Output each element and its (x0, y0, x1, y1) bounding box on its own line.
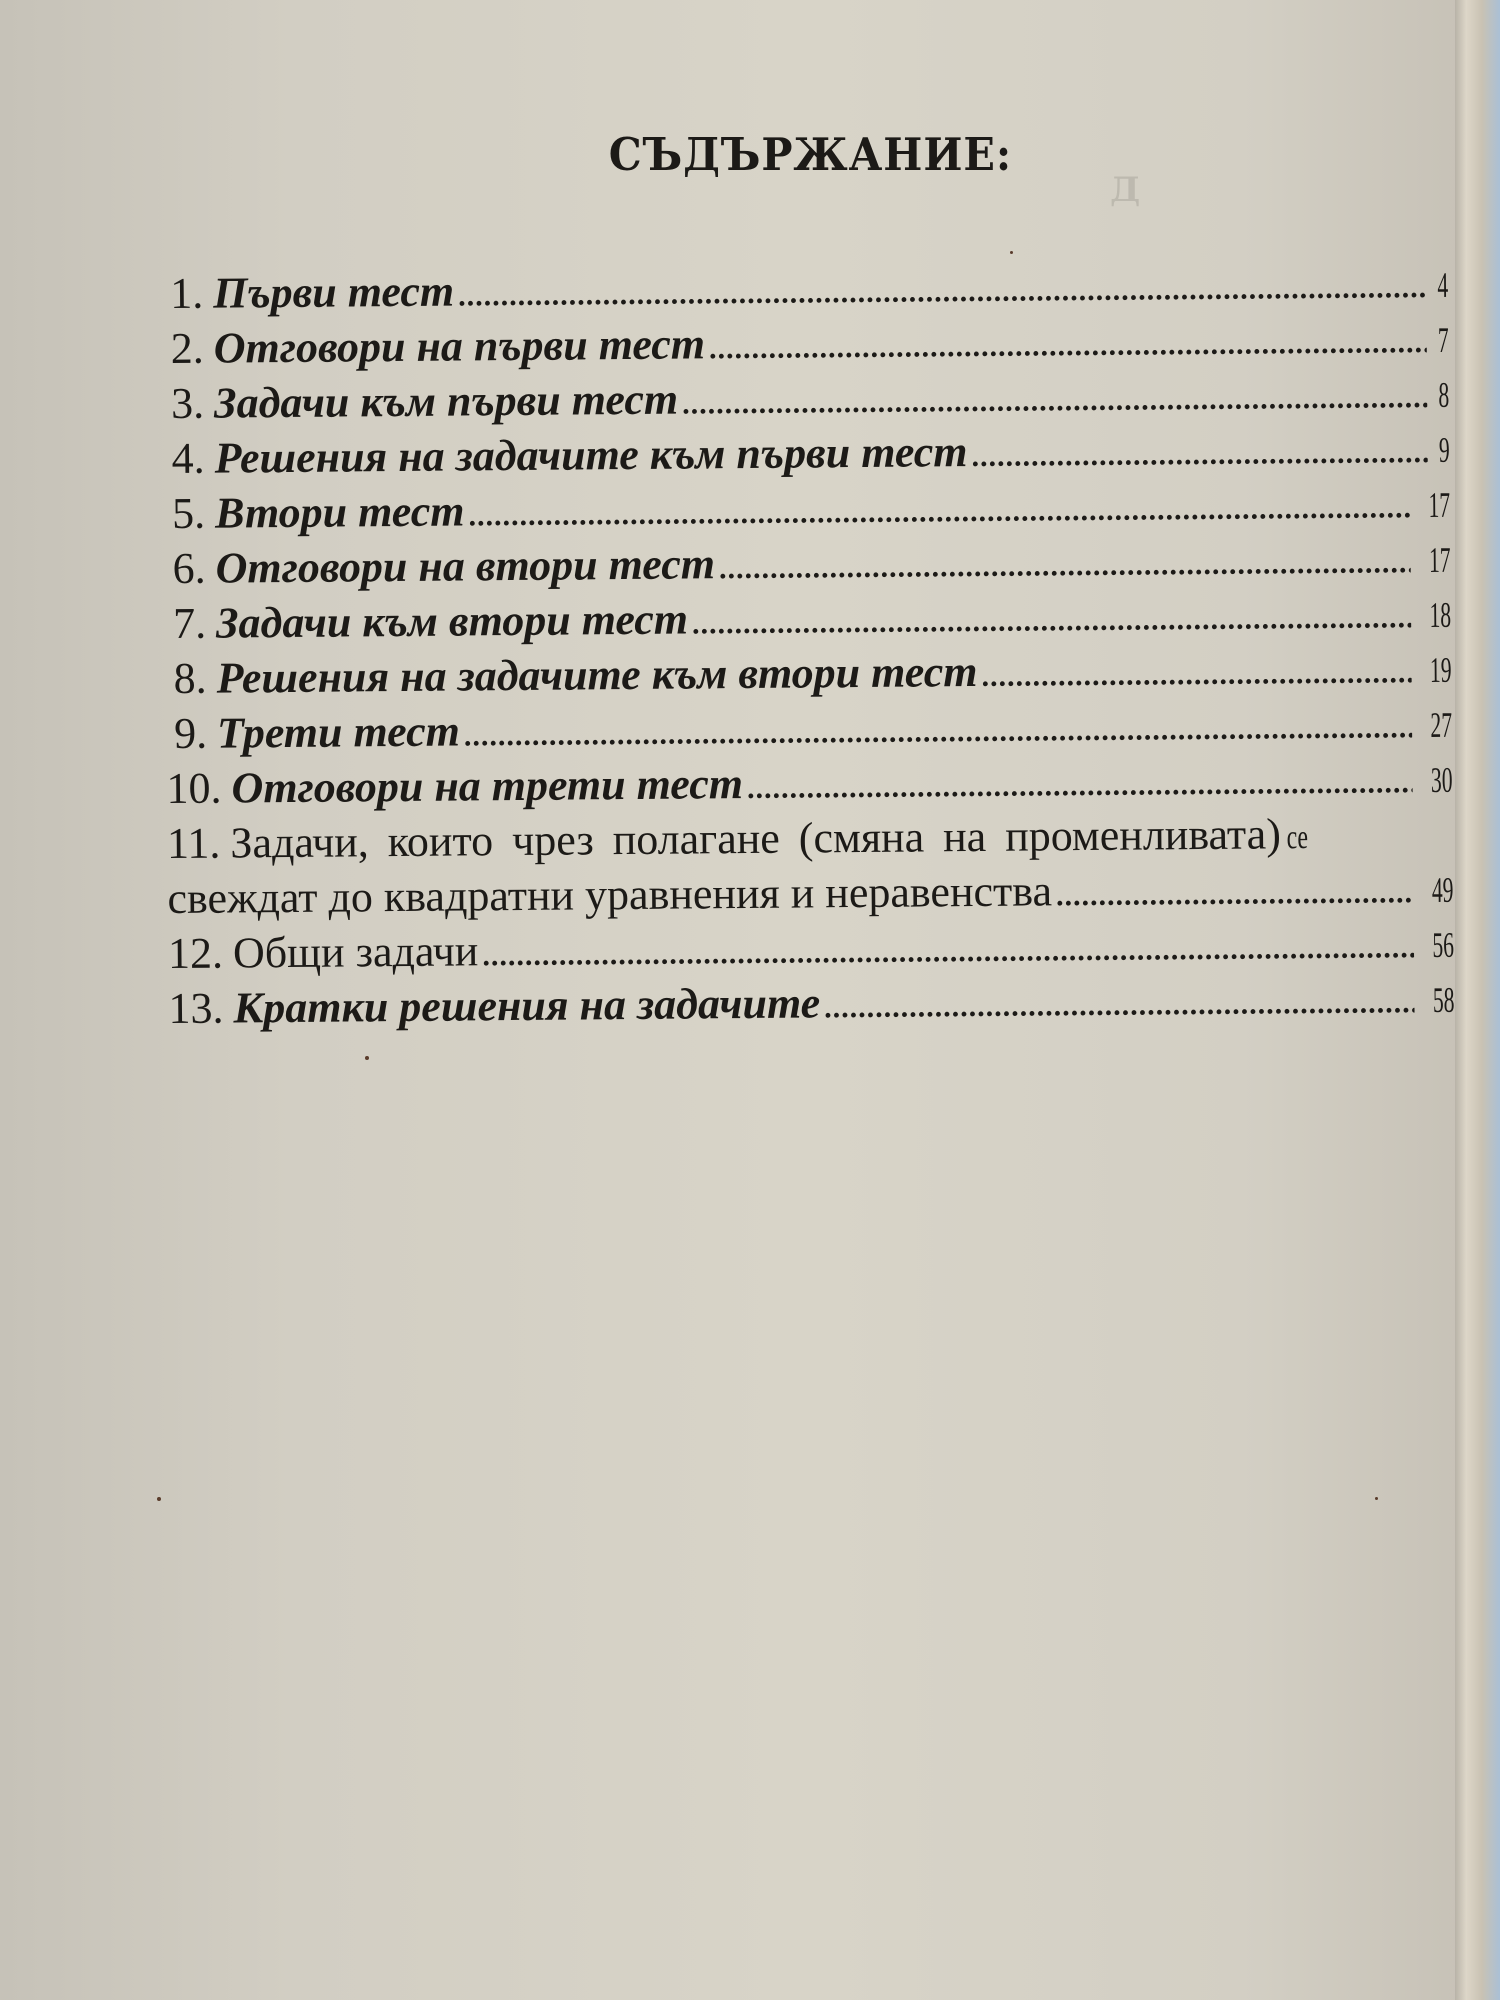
page-edge (1455, 0, 1500, 2000)
toc-entry-number: 13. (168, 983, 224, 1034)
toc-entry-title: Втори тест (214, 486, 465, 538)
toc-entry-title-line1: Задачи, които чрез полагане (смяна на променливата) (230, 809, 1282, 868)
toc-leader-dots (981, 656, 1411, 694)
toc-entry-title-line2: свеждат до квадратни уравнения и неравенства (167, 866, 1053, 924)
toc-leader-dots (468, 491, 1410, 533)
toc-entry-page: 17 (1428, 484, 1451, 526)
toc-leader-dots (1056, 876, 1414, 913)
toc-entry (168, 972, 1454, 1038)
toc-entry-number: 9. (173, 708, 208, 758)
toc-entry-page: 17 (1428, 539, 1451, 581)
paper-speck (157, 1497, 161, 1501)
toc-entry-title: Първи тест (213, 266, 455, 318)
toc-entry-title-line1-tail: се (1286, 819, 1309, 857)
toc-entry-title: Отговори на втори тест (215, 539, 716, 593)
toc-entry-number: 12. (167, 928, 224, 979)
toc-entry-page: 49 (1431, 869, 1454, 911)
toc-leader-dots (747, 766, 1413, 806)
toc-leader-dots (458, 271, 1426, 313)
toc-leader-dots (971, 436, 1427, 474)
paper-speck (365, 1056, 369, 1060)
toc-entry-page: 18 (1429, 594, 1452, 636)
bleed-through-text (600, 1860, 616, 1907)
toc-entry-title: Отговори на трети тест (231, 759, 744, 813)
toc-entry-page: 30 (1430, 759, 1453, 801)
toc-leader-dots (682, 381, 1427, 422)
toc-entry-number: 10. (166, 763, 222, 814)
toc-entry-number: 1. (170, 268, 204, 318)
toc-entry-number: 4. (171, 433, 205, 483)
toc-entry-number: 5. (171, 488, 206, 538)
toc-entry-title: Решения на задачите към първи тест (214, 427, 968, 483)
toc-entry-page: 9 (1438, 429, 1450, 470)
table-of-contents (166, 257, 1455, 1038)
toc-entry-page: 56 (1432, 924, 1455, 966)
toc-leader-dots (709, 326, 1427, 366)
toc-entry-number: 6. (172, 543, 206, 593)
toc-entry-title: Задачи към първи тест (213, 374, 679, 428)
toc-entry-title: Отговори на първи тест (213, 319, 706, 373)
toc-entry-page: 19 (1429, 649, 1452, 691)
toc-entry-page: 7 (1437, 319, 1449, 360)
toc-entry-title: Решения на задачите към втори тест (216, 646, 978, 703)
toc-leader-dots (482, 931, 1414, 973)
toc-entry-page: 27 (1430, 704, 1453, 746)
toc-leader-dots (719, 546, 1411, 586)
toc-entry-page: 58 (1432, 979, 1455, 1021)
toc-entry-page: 4 (1437, 264, 1449, 305)
toc-leader-dots (824, 986, 1415, 1025)
toc-entry-page: 8 (1438, 374, 1450, 415)
toc-entry-title: Общи задачи (232, 926, 479, 978)
toc-entry-title: Задачи към втори тест (215, 594, 689, 648)
page-title: СЪДЪРЖАНИЕ: (608, 128, 1013, 181)
toc-entry-number: 11. (166, 818, 221, 869)
paper-speck (1010, 251, 1013, 254)
paper-speck (1375, 1497, 1378, 1500)
toc-entry-number: 8. (173, 653, 207, 703)
bleed-through-text: Д (1110, 170, 1143, 210)
toc-entry-title: Кратки решения на задачите (233, 978, 821, 1033)
toc-entry-number: 3. (170, 378, 205, 428)
toc-entry-number: 7. (172, 598, 207, 648)
toc-entry-title: Трети тест (216, 706, 461, 758)
toc-leader-dots (464, 711, 1412, 753)
toc-leader-dots (692, 601, 1411, 641)
toc-entry-number: 2. (170, 323, 204, 373)
